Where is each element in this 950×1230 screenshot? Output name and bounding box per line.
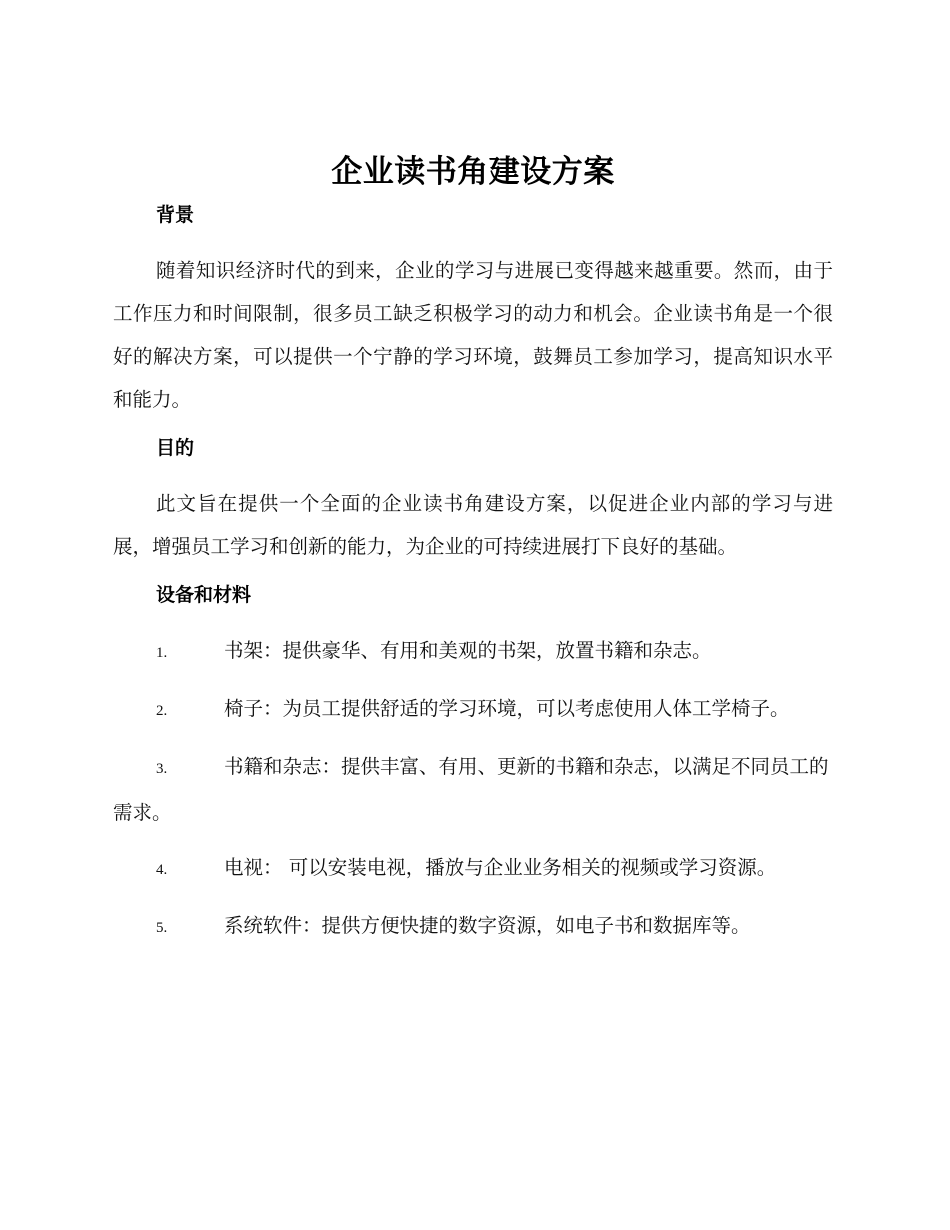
equipment-list-item bbox=[113, 904, 833, 950]
section-heading-purpose: 目的 bbox=[156, 437, 195, 459]
purpose-paragraph: 此文旨在提供一个全面的企业读书角建设方案，以促进企业内部的学习与进展，增强员工学习和创新的能力，为企业的可持续进展打下良好的基础。 bbox=[113, 492, 833, 558]
document-title: 企业读书角建设方案 bbox=[331, 154, 615, 190]
list-number: 2. bbox=[156, 703, 168, 719]
list-number: 5. bbox=[156, 920, 168, 936]
section-heading-equipment: 设备和材料 bbox=[156, 584, 252, 606]
list-number: 3. bbox=[156, 761, 168, 777]
equipment-list-item bbox=[113, 745, 833, 834]
list-item-text: 椅子：为员工提供舒适的学习环境，可以考虑使用人体工学椅子。 bbox=[224, 697, 790, 720]
list-number: 1. bbox=[156, 645, 168, 661]
list-item-text: 电视： 可以安装电视，播放与企业业务相关的视频或学习资源。 bbox=[224, 856, 777, 879]
equipment-list-item bbox=[113, 846, 833, 892]
list-item-text: 书籍和杂志：提供丰富、有用、更新的书籍和杂志，以满足不同员工的需求。 bbox=[113, 755, 829, 824]
equipment-list-item bbox=[113, 687, 833, 733]
background-paragraph: 随着知识经济时代的到来，企业的学习与进展已变得越来越重要。然而，由于工作压力和时间限制，很多员工缺乏积极学习的动力和机会。企业读书角是一个很好的解决方案，可以提供一个宁静的学习环境，鼓舞员工参加学习，提高知识水平和能力。 bbox=[113, 259, 833, 411]
document-page bbox=[113, 150, 833, 950]
list-item-text: 书架：提供豪华、有用和美观的书架，放置书籍和杂志。 bbox=[224, 639, 712, 662]
list-number: 4. bbox=[156, 862, 168, 878]
list-item-text: 系统软件：提供方便快捷的数字资源，如电子书和数据库等。 bbox=[224, 914, 751, 937]
equipment-list-item bbox=[113, 629, 833, 675]
section-heading-background: 背景 bbox=[156, 204, 195, 226]
